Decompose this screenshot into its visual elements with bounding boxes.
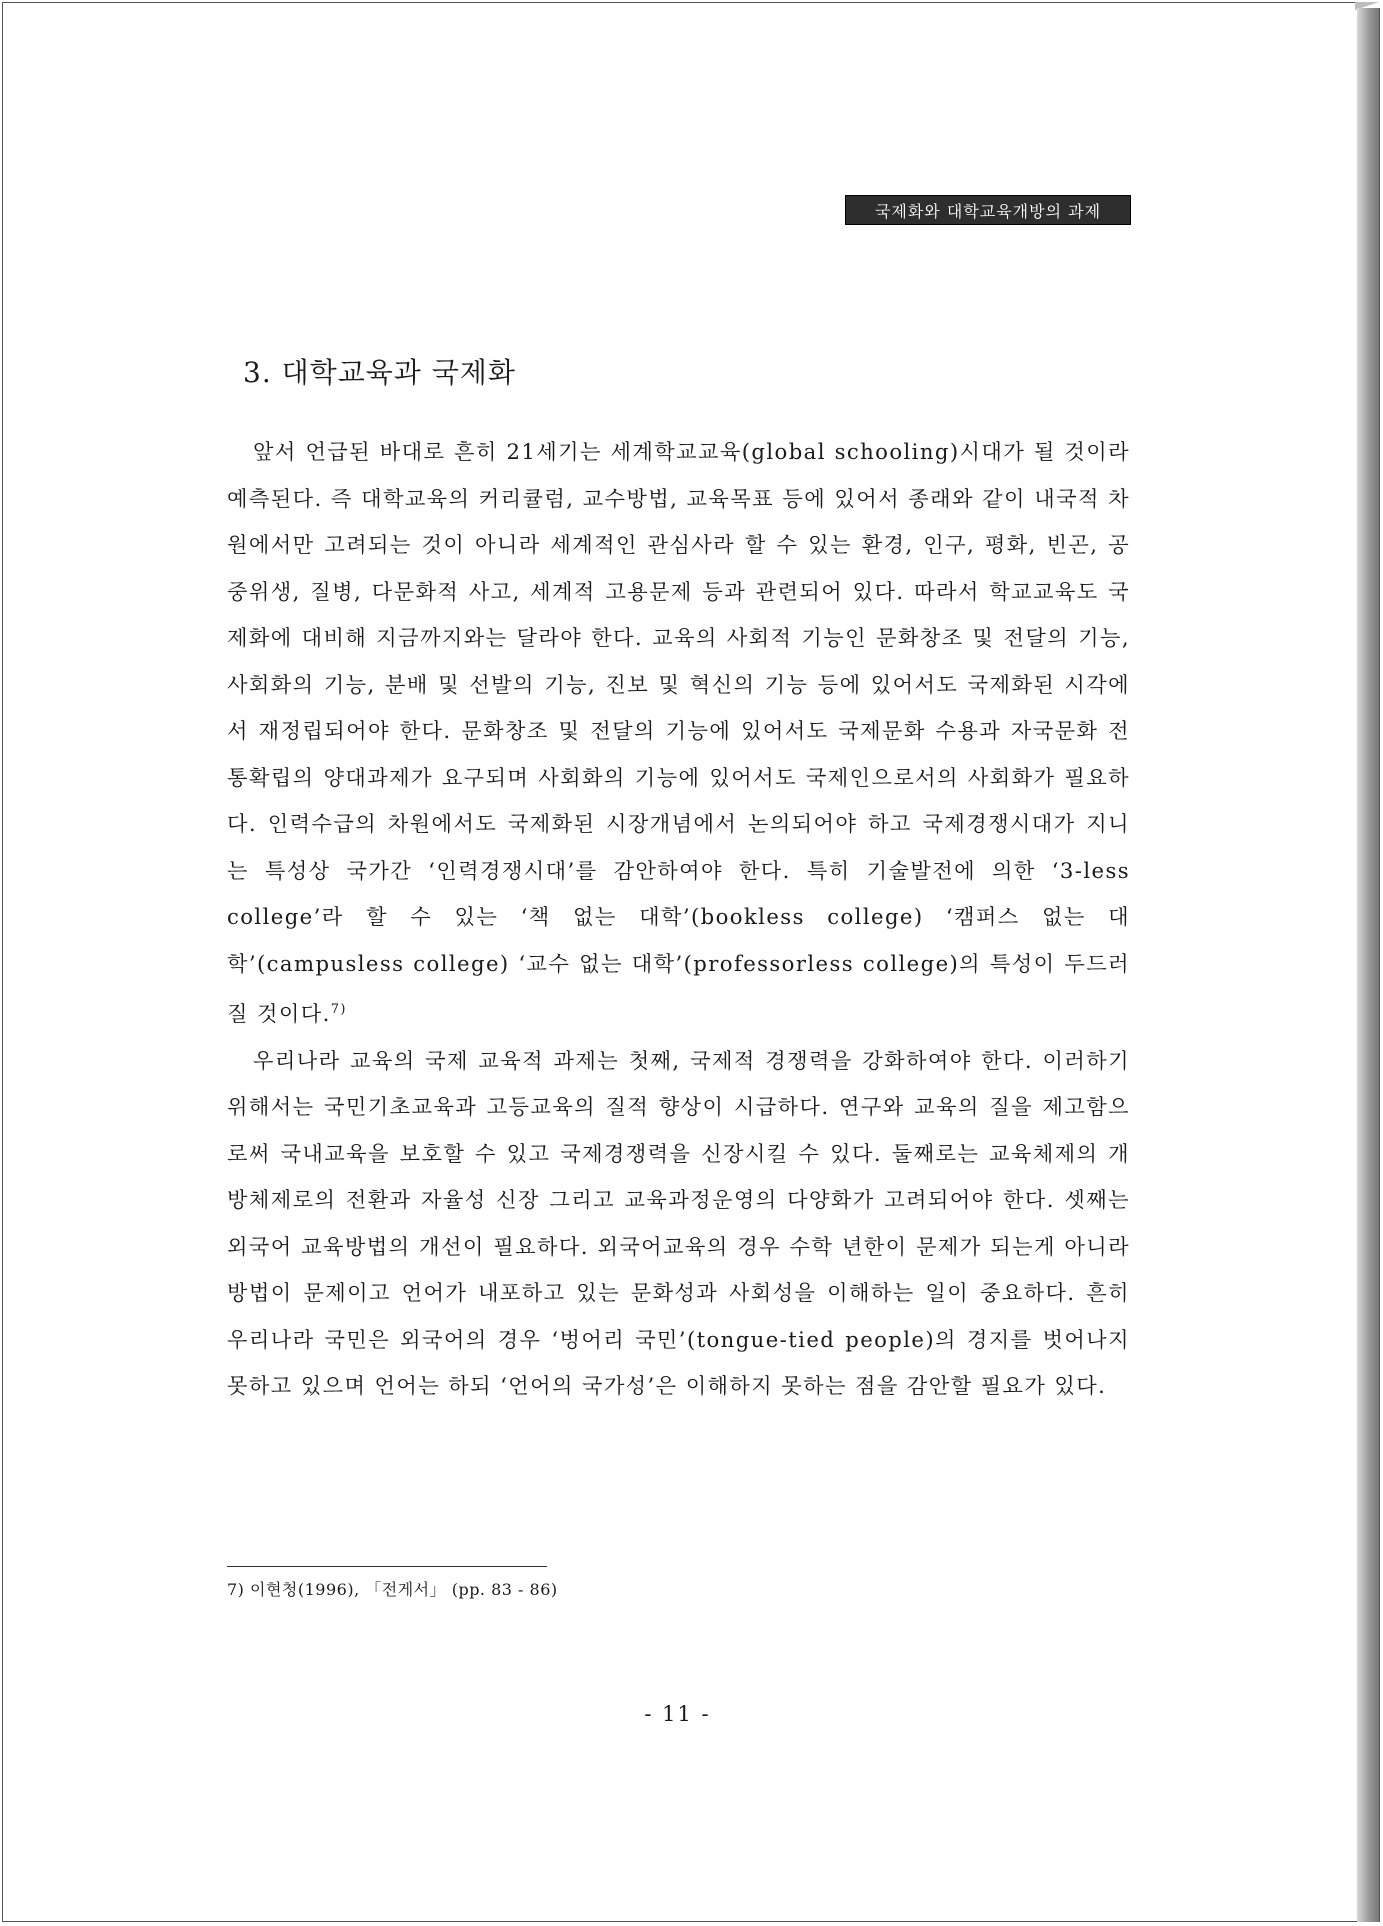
running-header-badge: 국제화와 대학교육개방의 과제 bbox=[845, 195, 1131, 225]
footnote: 7) 이현청(1996), 「전게서」 (pp. 83 - 86) bbox=[227, 1580, 558, 1599]
paragraph-text: 앞서 언급된 바대로 흔히 21세기는 세계학교교육(global schooling)시대가 될 것이라 예측된다. 즉 대학교육의 커리큘럼, 교수방법, 교육목표 등에 있어서 종래와 같이 내국적 차원에서만 고려되는 것이 아니라 세계적인 관심사라 할 수 있는 환경, 인구, 평화, 빈곤, 공중위생, 질병, 다문화적 사고, 세계적 고용문제 등과 관련되어 있다. 따라서 학교교육도 국제화에 대비해 지금까지와는 달라야 한다. 교육의 사회적 기능인 문화창조 및 전달의 기능, 사회화의 기능, 분배 및 선발의 기능, 진보 및 혁신의 기능 등에 있어서도 국제화된 시각에서 재정립되어야 한다. 문화창조 및 전달의 기능에 있어서도 국제문화 수용과 자국문화 전통확립의 양대과제가 요구되며 사회화의 기능에 있어서도 국제인으로서의 사회화가 필요하다. 인력수급의 차원에서도 국제화된 시장개념에서 논의되어야 하고 국제경쟁시대가 지니는 특성상 국가간 ‘인력경쟁시대’를 감안하여야 한다. 특히 기술발전에 의한 ‘3-less college’라 할 수 있는 ‘책 없는 대학’(bookless college) ‘캠퍼스 없는 대학’(campusless college) ‘교수 없는 대학’(professorless college)의 특성이 두드러질 것이다. bbox=[227, 439, 1130, 1027]
paragraph bbox=[227, 1038, 1130, 1410]
section-heading: 3. 대학교육과 국제화 bbox=[243, 356, 516, 389]
body-text bbox=[227, 429, 1130, 1410]
page-edge-shadow bbox=[1357, 8, 1380, 1922]
paragraph bbox=[227, 429, 1130, 1038]
paragraph-text: 우리나라 교육의 국제 교육적 과제는 첫째, 국제적 경쟁력을 강화하여야 한다. 이러하기 위해서는 국민기초교육과 고등교육의 질적 향상이 시급하다. 연구와 교육의 질을 제고함으로써 국내교육을 보호할 수 있고 국제경쟁력을 신장시킬 수 있다. 둘째로는 교육체제의 개방체제로의 전환과 자율성 신장 그리고 교육과정운영의 다양화가 고려되어야 한다. 셋째는 외국어 교육방법의 개선이 필요하다. 외국어교육의 경우 수학 년한이 문제가 되는게 아니라 방법이 문제이고 언어가 내포하고 있는 문화성과 사회성을 이해하는 일이 중요하다. 흔히 우리나라 국민은 외국어의 경우 ‘벙어리 국민’(tongue-tied people)의 경지를 벗어나지 못하고 있으며 언어는 하되 ‘언어의 국가성’은 이해하지 못하는 점을 감안할 필요가 있다. bbox=[227, 1047, 1130, 1399]
footnote-reference[interactable]: 7) bbox=[330, 1002, 347, 1017]
page-number: - 11 - bbox=[644, 1702, 711, 1726]
footnote-divider bbox=[227, 1566, 547, 1567]
